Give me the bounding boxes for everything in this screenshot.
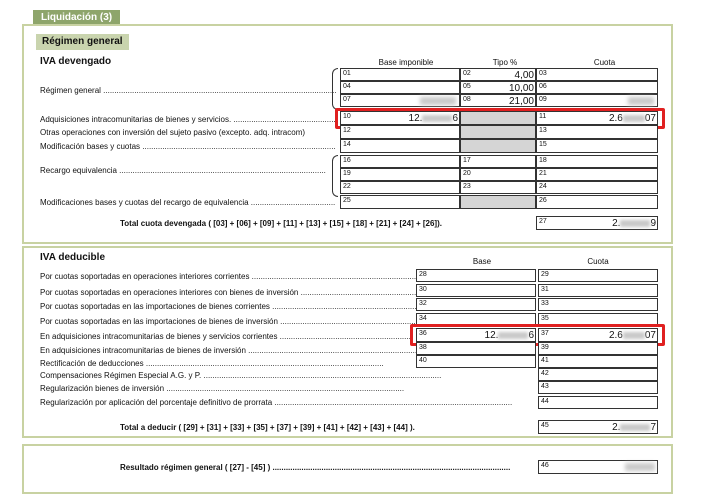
tipo-02-value: 4,00 — [514, 70, 534, 81]
redacted-09 — [628, 97, 654, 105]
box-38[interactable]: 38 — [416, 342, 536, 355]
box-gray-14 — [460, 139, 536, 153]
row-regimen-label: Régimen general ..... — [40, 86, 336, 96]
box-15[interactable]: 15 — [536, 139, 658, 153]
box-04[interactable]: 04 — [340, 81, 460, 94]
ded-r8-label: Compensaciones Régimen Especial A.G. y P. ..... — [40, 371, 530, 381]
box-gray-25 — [460, 195, 536, 209]
bracket-regimen — [332, 68, 338, 110]
devengado-title: IVA devengado — [40, 56, 112, 67]
box-09[interactable]: 09 — [536, 94, 658, 107]
box-21[interactable]: 21 — [536, 168, 658, 181]
row-recargo-label: Recargo equivalencia ..... — [40, 166, 326, 176]
box-19[interactable]: 19 — [340, 168, 460, 181]
ded-r2-label: Por cuotas soportadas en operaciones interiores con bienes de inversión ..... — [40, 288, 416, 298]
box-34[interactable]: 34 — [416, 313, 536, 326]
deducible-title: IVA deducible — [40, 252, 106, 263]
box-14[interactable]: 14 — [340, 139, 460, 153]
col-tipo: Tipo % — [492, 58, 518, 67]
box-05[interactable]: 05 — [460, 81, 536, 94]
box-45[interactable]: 45 — [538, 420, 658, 434]
box-07[interactable]: 07 — [340, 94, 460, 107]
row-adq-label: Adquisiciones intracomunitarias de bienes y servicios. ..... — [40, 115, 336, 125]
cuota-45-value: 2. 7 — [612, 422, 656, 433]
box-37[interactable]: 37 — [538, 328, 658, 342]
box-18[interactable]: 18 — [536, 155, 658, 168]
box-28[interactable]: 28 — [416, 269, 536, 282]
cuota-37-value: 2.6 07 — [608, 330, 656, 341]
base-36-value: 12. 6 — [484, 330, 534, 341]
box-16[interactable]: 16 — [340, 155, 460, 168]
box-01[interactable]: 01 — [340, 68, 460, 81]
box-20[interactable]: 20 — [460, 168, 536, 181]
box-33[interactable]: 33 — [538, 298, 658, 311]
bracket-recargo — [332, 155, 338, 197]
box-17[interactable]: 17 — [460, 155, 536, 168]
box-06[interactable]: 06 — [536, 81, 658, 94]
box-11[interactable]: 11 — [536, 111, 658, 125]
ded-r5-label: En adquisiciones intracomunitarias de bienes y servicios corrientes ..... — [40, 332, 412, 342]
total-deducir-label: Total a deducir ( [29] + [31] + [33] + [35] + [37] + [39] + [41] + [42] + [43] + [44] ). — [120, 423, 415, 432]
col-cuota-ded: Cuota — [587, 257, 609, 266]
col-base-imponible: Base imponible — [378, 58, 434, 67]
box-gray-12 — [460, 125, 536, 139]
box-31[interactable]: 31 — [538, 284, 658, 297]
box-23[interactable]: 23 — [460, 181, 536, 194]
box-27[interactable]: 27 — [536, 216, 658, 230]
tipo-08-value: 21,00 — [508, 96, 534, 107]
box-46[interactable]: 46 — [538, 460, 658, 474]
box-36[interactable]: 36 — [416, 328, 536, 342]
ded-r1-label: Por cuotas soportadas en operaciones interiores corrientes ..... — [40, 272, 416, 282]
redacted-07 — [420, 97, 456, 105]
box-43[interactable]: 43 — [538, 381, 658, 394]
total-devengada-label: Total cuota devengada ( [03] + [06] + [09] + [11] + [13] + [15] + [18] + [21] + [24] + [26]). — [120, 219, 442, 228]
box-13[interactable]: 13 — [536, 125, 658, 139]
box-08[interactable]: 08 — [460, 94, 536, 107]
box-44[interactable]: 44 — [538, 396, 658, 409]
box-12[interactable]: 12 — [340, 125, 460, 139]
box-41[interactable]: 41 — [538, 355, 658, 368]
box-10[interactable]: 10 — [340, 111, 460, 125]
box-35[interactable]: 35 — [538, 313, 658, 326]
ded-r7-label: Rectificación de deducciones ..... — [40, 359, 416, 369]
ded-r9-label: Regularización bienes de inversión ..... — [40, 384, 530, 394]
box-02[interactable]: 02 — [460, 68, 536, 81]
regimen-header: Régimen general — [36, 34, 129, 50]
box-29[interactable]: 29 — [538, 269, 658, 282]
resultado-label: Resultado régimen general ( [27] - [45] ) ..... — [120, 463, 530, 473]
box-42[interactable]: 42 — [538, 368, 658, 381]
row-modif-label: Modificación bases y cuotas ..... — [40, 142, 336, 152]
box-24[interactable]: 24 — [536, 181, 658, 194]
box-22[interactable]: 22 — [340, 181, 460, 194]
box-03[interactable]: 03 — [536, 68, 658, 81]
ded-r3-label: Por cuotas soportadas en las importaciones de bienes corrientes ..... — [40, 302, 416, 312]
row-modif-rec-label: Modificaciones bases y cuotas del recargo de equivalencia ..... — [40, 198, 336, 208]
base-10-value: 12. 6 — [408, 113, 458, 124]
box-25[interactable]: 25 — [340, 195, 460, 209]
ded-r4-label: Por cuotas soportadas en las importaciones de bienes de inversión ..... — [40, 317, 416, 327]
cuota-11-value: 2.6 07 — [608, 113, 656, 124]
ded-r6-label: En adquisiciones intracomunitarias de bienes de inversión ..... — [40, 346, 416, 356]
col-base: Base — [472, 257, 492, 266]
box-26[interactable]: 26 — [536, 195, 658, 209]
cuota-27-value: 2. 9 — [612, 218, 656, 229]
tab-title: Liquidación (3) — [33, 10, 120, 26]
redacted-46 — [625, 463, 655, 471]
box-39[interactable]: 39 — [538, 342, 658, 355]
tipo-05-value: 10,00 — [508, 83, 534, 94]
col-cuota: Cuota — [593, 58, 616, 67]
box-40[interactable]: 40 — [416, 355, 536, 368]
ded-r10-label: Regularización por aplicación del porcentaje definitivo de prorrata ..... — [40, 398, 530, 408]
box-32[interactable]: 32 — [416, 298, 536, 311]
box-30[interactable]: 30 — [416, 284, 536, 297]
row-otras-label: Otras operaciones con inversión del sujeto pasivo (excepto. adq. intracom) — [40, 128, 306, 137]
